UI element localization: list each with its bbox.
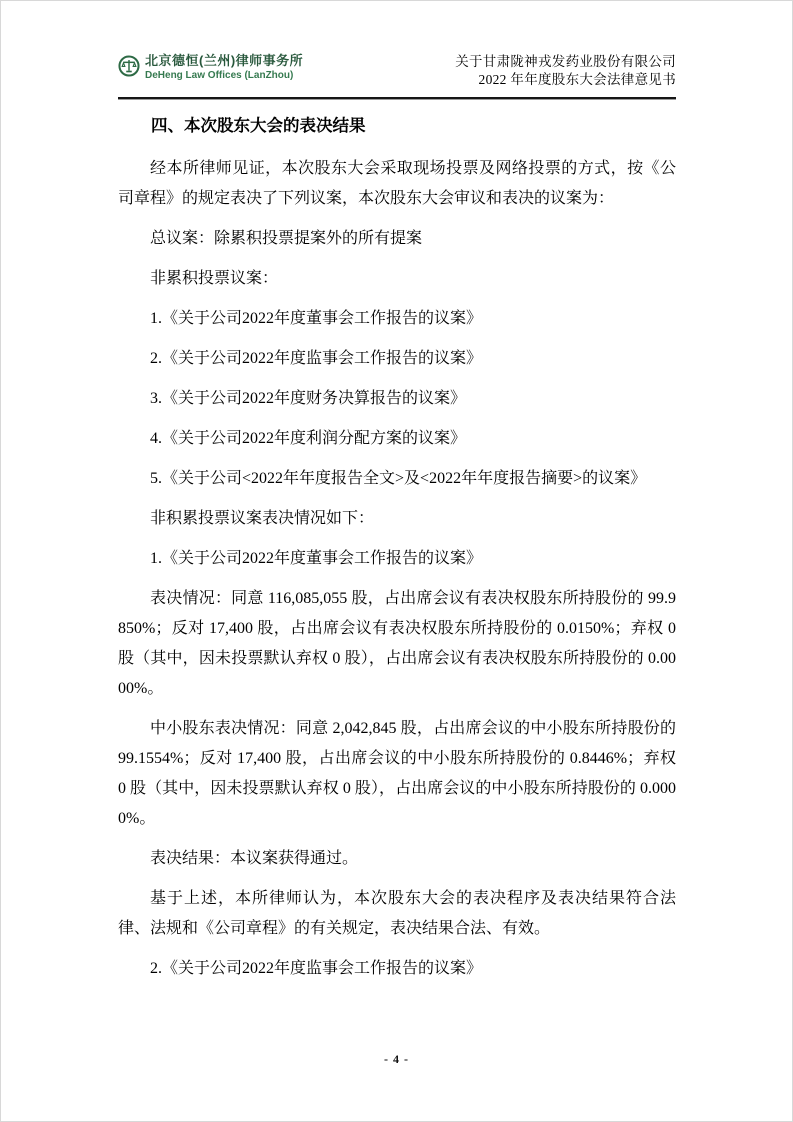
header-divider: [118, 97, 676, 100]
voting-result-minority: 中小股东表决情况：同意 2,042,845 股，占出席会议的中小股东所持股份的 99.1554%；反对 17,400 股，占出席会议的中小股东所持股份的 0.8446%；弃权 0 股（其中，因未投票默认弃权 0 股），占出席会议的中小股东所持股份的 0.0000%。: [118, 720, 676, 827]
proposal-item-4: 4.《关于公司2022年度利润分配方案的议案》: [150, 430, 467, 447]
doc-ref-line1: 关于甘肃陇神戎发药业股份有限公司: [455, 54, 676, 69]
voting-proposal-1-title: 1.《关于公司2022年度董事会工作报告的议案》: [150, 550, 483, 567]
page-number: - 4 -: [384, 1052, 409, 1066]
proposal-item-3: 3.《关于公司2022年度财务决算报告的议案》: [150, 390, 467, 407]
lawyer-opinion: 基于上述，本所律师认为，本次股东大会的表决程序及表决结果符合法律、法规和《公司章程》的有关规定，表决结果合法、有效。: [118, 890, 676, 937]
section-title: 四、本次股东大会的表决结果: [151, 117, 366, 135]
paragraph-intro: 经本所律师见证，本次股东大会采取现场投票及网络投票的方式，按《公司章程》的规定表决了下列议案，本次股东大会审议和表决的议案为：: [118, 160, 676, 207]
firm-name-cn: 北京德恒(兰州)律师事务所: [145, 53, 304, 68]
proposal-item-5: 5.《关于公司<2022年年度报告全文>及<2022年年度报告摘要>的议案》: [150, 470, 647, 487]
voting-conclusion: 表决结果：本议案获得通过。: [150, 850, 359, 867]
proposal-item-1: 1.《关于公司2022年度董事会工作报告的议案》: [150, 310, 483, 327]
scales-of-justice-seal-icon: [118, 55, 140, 77]
page-header: [118, 53, 676, 88]
paragraph-voting-intro: 非积累投票议案表决情况如下：: [150, 510, 375, 527]
voting-proposal-2-title: 2.《关于公司2022年度监事会工作报告的议案》: [150, 960, 483, 977]
proposal-item-2: 2.《关于公司2022年度监事会工作报告的议案》: [150, 350, 483, 367]
document-body: [118, 113, 676, 994]
firm-name-en: DeHeng Law Offices (LanZhou): [145, 70, 294, 81]
paragraph-general-proposal: 总议案：除累积投票提案外的所有提案: [150, 230, 423, 247]
document-reference: [455, 53, 676, 88]
doc-ref-line2: 2022 年年度股东大会法律意见书: [478, 71, 676, 87]
paragraph-noncumulative-label: 非累积投票议案：: [150, 270, 279, 287]
page-footer: [1, 1052, 792, 1067]
voting-result-overall: 表决情况：同意 116,085,055 股，占出席会议有表决权股东所持股份的 99.9850%；反对 17,400 股，占出席会议有表决权股东所持股份的 0.0150%；弃权 0 股（其中，因未投票默认弃权 0 股），占出席会议有表决权股东所持股份的 0.0000%。: [118, 590, 676, 697]
firm-name-block: [145, 53, 303, 82]
law-firm-brand: [118, 53, 303, 82]
